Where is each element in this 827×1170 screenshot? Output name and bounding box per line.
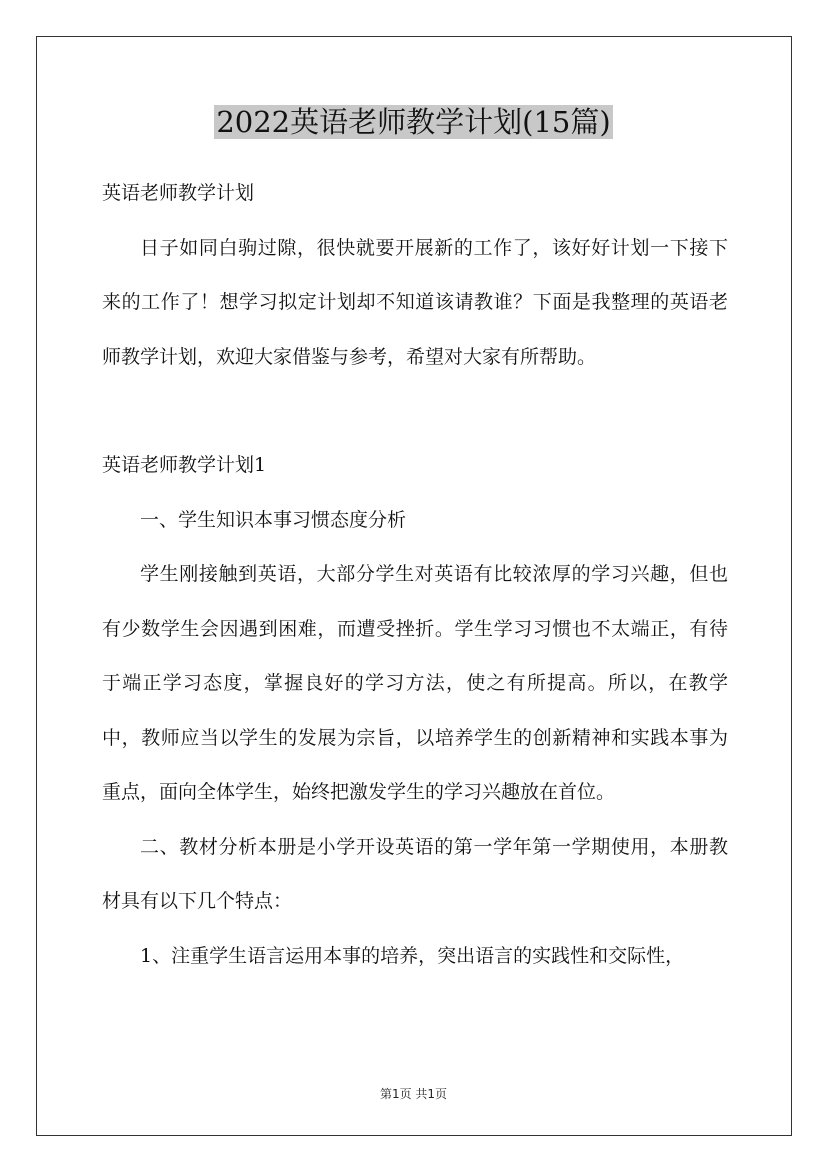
page-footer: 第1页 共1页	[379, 1087, 448, 1101]
document-title	[0, 100, 827, 144]
paragraph-textbook-analysis: 二、教材分析本册是小学开设英语的第一学年第一学期使用，本册教材具有以下几个特点：	[102, 835, 728, 912]
intro-paragraph: 日子如同白驹过隙，很快就要开展新的工作了，该好好计划一下接下来的工作了！想学习拟定计划却不知道该请教谁？下面是我整理的英语老师教学计划，欢迎大家借鉴与参考，希望对大家有所帮助。	[102, 236, 728, 368]
paragraph-feature-1: 1、注重学生语言运用本事的培养，突出语言的实践性和交际性，	[140, 944, 685, 967]
document-title-text: 2022英语老师教学计划(15篇)	[216, 105, 611, 139]
section-heading: 英语老师教学计划1	[102, 454, 267, 476]
intro-heading: 英语老师教学计划	[102, 182, 255, 204]
document-body	[102, 166, 728, 983]
subheading-analysis: 一、学生知识本事习惯态度分析	[140, 508, 407, 531]
paragraph-spacer	[102, 384, 728, 438]
paragraph-student-analysis: 学生刚接触到英语，大部分学生对英语有比较浓厚的学习兴趣，但也有少数学生会因遇到困难，而遭受挫折。学生学习习惯也不太端正，有待于端正学习态度，掌握良好的学习方法，使之有所提高。所以，在教学中，教师应当以学生的发展为宗旨，以培养学生的创新精神和实践本事为重点，面向全体学生，始终把激发学生的学习兴趣放在首位。	[102, 563, 728, 803]
